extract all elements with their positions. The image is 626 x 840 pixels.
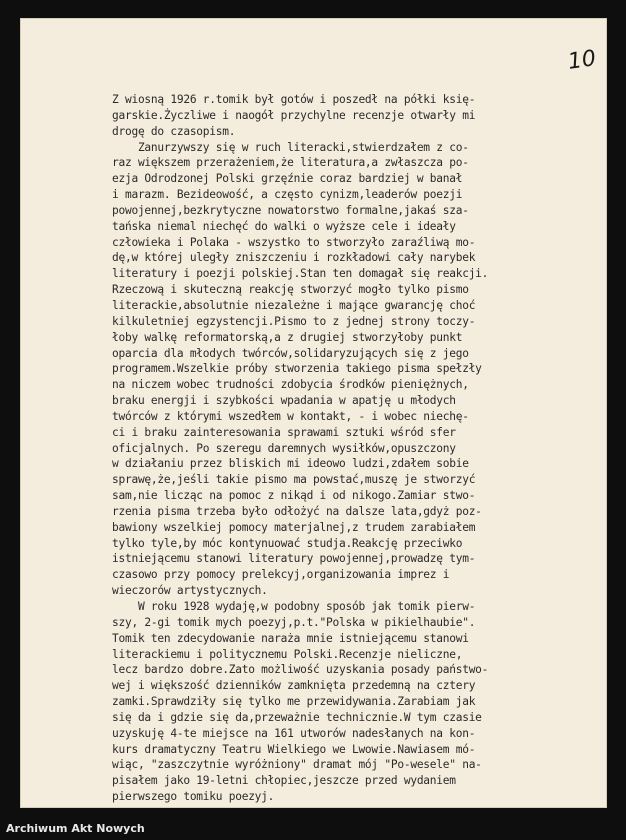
text-line: oparcia dla młodych twórców,solidaryzujących się z jego — [112, 346, 469, 360]
text-line: pisałem jako 19-letni chłopiec,jeszcze przed wydaniem — [112, 774, 456, 788]
handwritten-page-number: 10 — [566, 46, 598, 75]
text-line: zamki.Sprawdziły się tylko me przewidywania.Zarabiam jak — [112, 695, 476, 709]
text-line: Z wiosną 1926 r.tomik był gotów i poszedł na półki księ- — [112, 93, 476, 106]
archive-footer-bar — [0, 808, 626, 840]
text-line: się da i gdzie się da,przeważnie technicznie.W tym czasie — [112, 710, 482, 724]
text-line: literackie,absolutnie niezależne i mające gwarancję choć — [112, 298, 476, 312]
text-line: sprawę,że,jeśli takie pismo ma powstać,muszę je stworzyć — [112, 473, 476, 487]
text-line: literatury i poezji polskiej.Stan ten domagał się reakcji. — [112, 267, 489, 281]
text-line: tylko tyle,by móc kontynuować studja.Reakcję przeciwko — [112, 536, 463, 550]
archive-label: Archiwum Akt Nowych — [6, 822, 145, 835]
document-page — [20, 18, 607, 808]
text-line: drogę do czasopism. — [112, 124, 236, 138]
text-line: sam,nie licząc na pomoc z nikąd i od nikogo.Zamiar stwo- — [112, 489, 476, 503]
text-line: garskie.Życzliwe i naogół przychylne recenzje otwarły mi — [112, 108, 476, 122]
text-line: dę,w której uległy zniszczeniu i rozkładowi cały narybek — [112, 251, 476, 265]
text-line: wieczorów artystycznych. — [112, 584, 268, 598]
text-line: kilkuletniej egzystencji.Pismo to z jednej strony toczy- — [112, 314, 476, 328]
text-line: Zanurzywszy się w ruch literacki,stwierdzałem z co- — [112, 140, 469, 154]
text-line: kurs dramatyczny Teatru Wielkiego we Lwowie.Nawiasem mó- — [112, 742, 476, 756]
text-line: szy, 2-gi tomik mych poezyj,p.t."Polska w pikielhaubie". — [112, 615, 476, 629]
text-line: braku energji i szybkości wpadania w apatję u młodych — [112, 394, 456, 408]
text-line: i marazm. Bezideowość, a często cynizm,leaderów poezji — [112, 188, 463, 202]
text-line: lecz bardzo dobre.Zato możliwość uzyskania posady państwo- — [112, 663, 489, 677]
text-line: tańska niemal niechęć do walki o wyższe cele i ideały — [112, 219, 456, 233]
text-line: w działaniu przez bliskich mi ideowo ludzi,zdałem sobie — [112, 457, 469, 471]
text-line: na niczem wobec trudności zdobycia środków pieniężnych, — [112, 378, 469, 392]
text-line: bawiony wszelkiej pomocy materjalnej,z trudem zarabiałem — [112, 520, 476, 534]
text-line: ezja Odrodzonej Polski grzęźnie coraz bardziej w banał — [112, 172, 463, 186]
text-line: wiąc, "zaszczytnie wyróżniony" dramat mój "Po-wesele" na- — [112, 758, 482, 772]
text-line: literackiemu i politycznemu Polski.Recenzje nieliczne, — [112, 647, 463, 661]
text-line: oficjalnych. Po szeregu daremnych wysiłków,opuszczony — [112, 441, 456, 455]
text-line: ci i braku zainteresowania sprawami sztuki wśród sfer — [112, 425, 456, 439]
text-line: człowieka i Polaka - wszystko to stworzyło zaraźliwą mo- — [112, 235, 476, 249]
text-line: programem.Wszelkie próby stworzenia takiego pisma spełzły — [112, 362, 482, 376]
text-line: czasowo przy pomocy prelekcyj,organizowania imprez i — [112, 568, 450, 582]
text-line: W roku 1928 wydaję,w podobny sposób jak tomik pierw- — [112, 600, 476, 613]
text-line: pierwszego tomiku poezyj. — [112, 790, 275, 804]
text-line: Tomik ten zdecydowanie naraża mnie istniejącemu stanowi — [112, 631, 469, 645]
text-line: łoby walkę reformatorską,a z drugiej stworzyłoby punkt — [112, 330, 463, 344]
text-line: raz większem przerażeniem,że literatura,a zwłaszcza po- — [112, 156, 469, 170]
text-line: Rzeczową i skuteczną reakcję stworzyć mogło tylko pismo — [112, 283, 469, 297]
typewritten-text — [112, 92, 618, 805]
text-line: powojennej,bezkrytyczne nowatorstwo formalne,jakaś sza- — [112, 203, 469, 217]
text-line: rzenia pisma trzeba było odłożyć na dalsze lata,gdyż poz- — [112, 504, 482, 518]
text-line: wej i większość dzienników zamknięta przedemną na cztery — [112, 679, 476, 693]
text-line: twórców z którymi wszedłem w kontakt, - i wobec niechę- — [112, 409, 469, 423]
text-line: uzyskuję 4-te miejsce na 161 utworów nadesłanych na kon- — [112, 726, 476, 740]
text-line: istniejącemu stanowi literatury powojennej,prowadzę tym- — [112, 552, 476, 566]
